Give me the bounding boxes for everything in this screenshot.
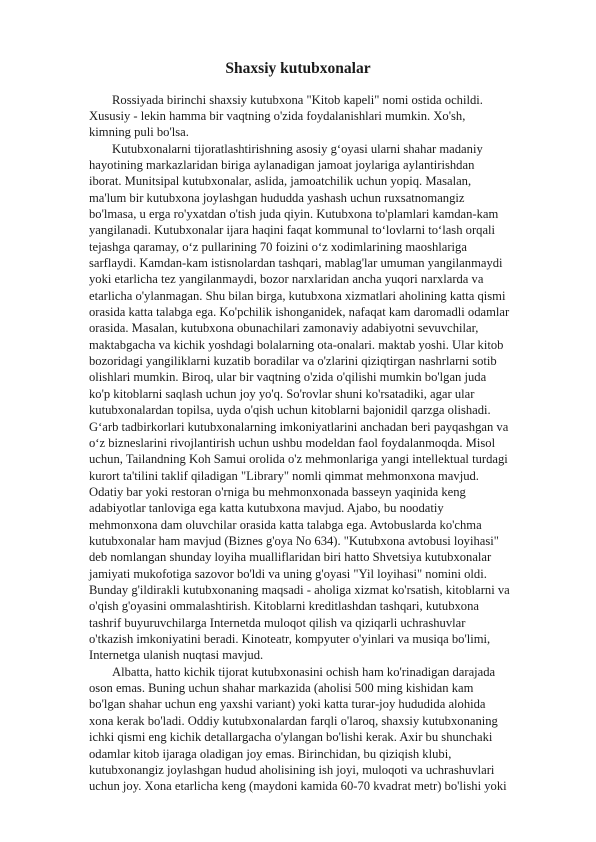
text-line: iborat. Munitsipal kutubxonalar, aslida, jamoatchilik uchun yopiq. Masalan, [89, 174, 472, 189]
text-line: ichki qismi eng kichik detallargacha o'ylangan bo'lishi kerak. Axir bu shunchaki [89, 730, 493, 745]
text-line: Xususiy - lekin hamma bir vaqtning o'zida foydalanishlari mumkin. Xo'sh, [89, 108, 466, 123]
document-title: Shaxsiy kutubxonalar [225, 60, 371, 77]
text-line: xona kerak bo'ladi. Oddiy kutubxonalardan farqli o'laroq, shaxsiy kutubxonaning [89, 713, 498, 728]
text-line: mehmonxona dam oluvchilar orasida katta talabga ega. Avtobuslarda ko'chma [89, 517, 482, 532]
text-line: sarflaydi. Kamdan-kam istisnolardan tashqari, mablag'lar umuman yangilanmaydi [89, 256, 503, 270]
text-line: deb nomlangan shunday loyiha mualliflaridan biri hatto Shvetsiya kutubxonalar [89, 550, 492, 565]
text-line: etarlicha o'ylanmagan. Shu bilan birga, kutubxona xizmatlari aholining katta qismi [89, 288, 506, 303]
text-line: bo'lmasa, u erga ro'yxatdan o'tish juda qiyin. Kutubxona to'plamlari kamdan-kam [89, 206, 499, 221]
text-line: Odatiy bar yoki restoran o'rniga bu mehmonxonada basseyn yaqinida keng [89, 484, 466, 499]
text-line: Internetga ulanish nuqtasi mavjud. [89, 648, 264, 663]
text-line: adabiyotlar tanloviga ega katta kutubxona mavjud. Ajabo, bu noodatiy [89, 501, 444, 516]
text-line: kutubxonalardan topilsa, uyda o'qish uchun kitoblarni bajonidil qarzga olishadi. [89, 403, 491, 418]
text-line: kurort ta'tilini taklif qiladigan "Library" nomli qimmat mehmonxona mavjud. [89, 468, 479, 483]
text-line: orasida katta talabga ega. Ko'pchilik ishonganidek, nafaqat kam daromadli odamlar [89, 305, 510, 320]
text-line: o'qish g'oyasini ommalashtirish. Kitoblarni kreditlashdan tashqari, kutubxona [89, 599, 479, 614]
text-line: maktabgacha va kichik yoshdagi bolalarning ota-onalari. maktab yoshi. Ular kitob [89, 337, 504, 352]
text-line: uchun joy. Xona etarlicha keng (maydoni kamida 60-70 kvadrat metr) bo'lishi yoki [89, 779, 507, 794]
text-line: G‘arb tadbirkorlari kutubxonalarning imkoniyatlarini anchadan beri payqashgan va [89, 419, 509, 434]
text-line: uchun, Tailandning Koh Samui orolida o'z mehmonlariga yangi intellektual turdagi [89, 452, 508, 467]
text-line: bozoridagi yangiliklarni kuzatib boradilar va o'zlarini qiziqtirgan nashrlarni sotib [89, 354, 497, 369]
text-line: olishlari mumkin. Biroq, ular bir vaqtning o'zida o'qilishi mumkin bo'lgan juda [89, 370, 487, 385]
text-line: Albatta, hatto kichik tijorat kutubxonasini ochish ham ko'rinadigan darajada [112, 664, 496, 679]
text-line: kimning puli bo'lsa. [89, 125, 189, 140]
text-line: kutubxonangiz joylashgan hudud aholisining ish joyi, muloqoti va uchrashuvlari [89, 762, 495, 777]
text-line: oson emas. Buning uchun shahar markazida (aholisi 500 ming kishidan kam [89, 681, 474, 696]
text-line: ko'p kitoblarni saqlash uchun joy yo'q. So'rovlar shuni ko'rsatadiki, agar ular [89, 386, 475, 401]
text-line: jamiyati mukofotiga sazovor bo'ldi va uning g'oyasi "Yil loyihasi" nomini oldi. [89, 566, 487, 581]
text-line: tashrif buyuruvchilarga Internetda muloqot qilish va qiziqarli uchrashuvlar [89, 615, 466, 630]
text-line: o‘z bizneslarini rivojlantirish uchun ushbu modeldan faol foydalanmoqda. Misol [89, 435, 496, 450]
text-line: Kutubxonalarni tijoratlashtirishning asosiy g‘oyasi ularni shahar madaniy [112, 141, 483, 156]
text-line: yoki etarlicha tez yangilanmaydi, bozor narxlaridan ancha yuqori narxlarda va [89, 272, 484, 287]
text-line: hayotining markazlaridan biriga aylanadigan jamoat joylariga aylantirishdan [89, 157, 475, 172]
text-line: odamlar kitob ijaraga oladigan joy emas. Birinchidan, bu qiziqish klubi, [89, 746, 452, 761]
text-line: orasida. Masalan, kutubxona obunachilari zamonaviy adabiyotni sevuvchilar, [89, 321, 479, 336]
text-line: tejashga qaramay, o‘z pullarining 70 foizini o‘z xodimlarining maoshlariga [89, 239, 467, 254]
text-line: Bunday g'ildirakli kutubxonaning maqsadi - aholiga xizmat ko'rsatish, kitoblarni va [89, 583, 510, 597]
text-line: Rossiyada birinchi shaxsiy kutubxona "Kitob kapeli" nomi ostida ochildi. [112, 92, 483, 107]
text-line: kutubxonalar ham mavjud (Biznes g'oya No 634). "Kutubxona avtobusi loyihasi" [89, 533, 499, 548]
text-line: yangilanadi. Kutubxonalar ijara haqini faqat kommunal to‘lovlarni to‘lash orqali [89, 223, 496, 238]
text-line: ma'lum bir kutubxona joylashgan hududda yashash uchun ruxsatnomangiz [89, 190, 465, 205]
text-line: o'tkazish imkoniyatini beradi. Kinoteatr, kompyuter o'yinlari va musiqa bo'limi, [89, 632, 491, 647]
text-line: bo'lgan shahar uchun eng yaxshi variant) yoki katta turar-joy hududida alohida [89, 697, 486, 712]
